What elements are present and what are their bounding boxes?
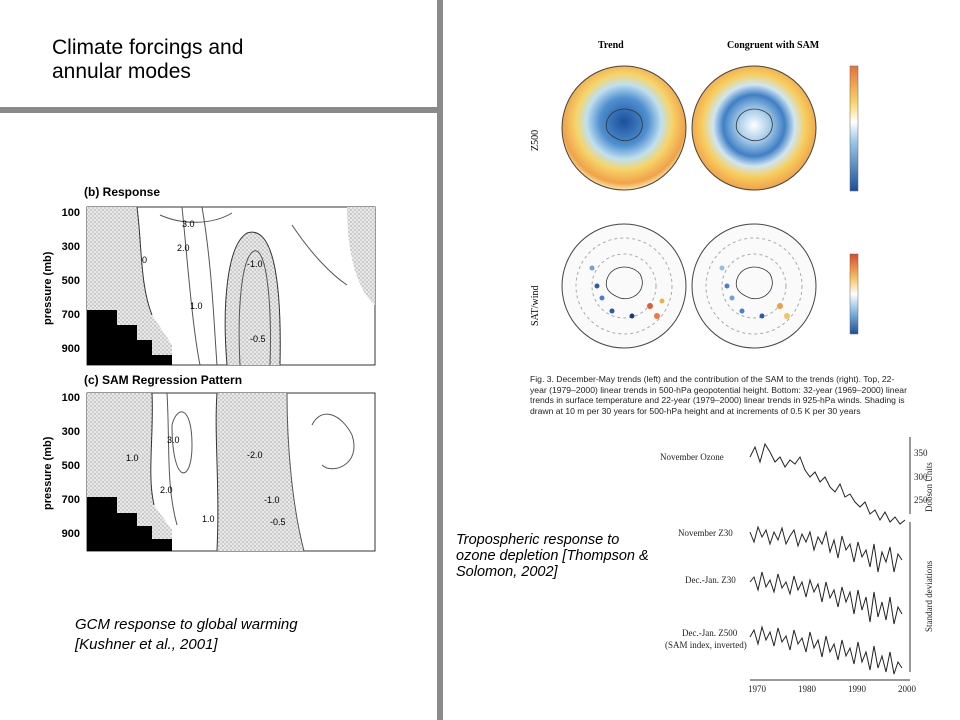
panel-c-label: (c) SAM Regression Pattern — [84, 373, 243, 387]
contour-c-1: 1.0 — [126, 453, 139, 463]
gcm-response-figure — [42, 185, 382, 560]
ytick-c-900: 900 — [61, 528, 80, 540]
ylabel-c: pressure (mb) — [42, 436, 54, 510]
ts-label-ozone: November Ozone — [660, 452, 724, 462]
timeseries-plot — [640, 432, 940, 692]
contour-c-8: 1.0 — [202, 514, 215, 524]
contour-b-0: 3.0 — [182, 219, 195, 229]
title-line-1: Climate forcings and — [52, 36, 244, 59]
contour-c-7: -0.5 — [270, 517, 286, 527]
row-label-z500: Z500 — [530, 129, 541, 151]
ytick-b-500: 500 — [61, 275, 80, 287]
ts-label-dj-z30: Dec.-Jan. Z30 — [685, 575, 736, 585]
ytick-b-700: 700 — [61, 309, 80, 321]
contour-b-2: 0 — [142, 255, 148, 265]
polar-trend-figure — [522, 36, 907, 421]
ylabel-b: pressure (mb) — [42, 251, 54, 325]
ts-label-sam: (SAM index, inverted) — [665, 640, 747, 650]
contour-c-3: 2.0 — [160, 485, 173, 495]
caption-left-line-1: GCM response to global warming — [75, 616, 298, 633]
horizontal-divider — [0, 107, 437, 113]
contour-b-3: 1.0 — [190, 301, 203, 311]
contour-c-2: 3.0 — [167, 435, 180, 445]
fig3-caption: Fig. 3. December-May trends (left) and the contribution of the SAM to the trends (right). Top, 22-year (1979–2000) linear trends in 500-hPa geopotential height. Bottom: 32-year (1969–2000) linear trends in surface temperature and 22-year (1979–2000) linear trends in 925-hPa winds. Shading is drawn at 10 m per 30 years for 500-hPa height and at increments of 0.5 K per 30 years — [530, 374, 907, 416]
caption-left-line-2: [Kushner et al., 2001] — [75, 636, 218, 653]
year-2000: 2000 — [898, 684, 916, 694]
caption-left — [75, 615, 405, 655]
panel-b-label: (b) Response — [84, 185, 161, 199]
contour-b-4: -1.0 — [247, 259, 263, 269]
ytick-b-100: 100 — [61, 207, 80, 219]
polar-maps — [522, 36, 907, 371]
ytick-b-900: 900 — [61, 343, 80, 355]
contour-c-5: -2.0 — [247, 450, 263, 460]
gcm-contour-plot — [42, 185, 382, 560]
du-tick-250: 250 — [914, 495, 928, 505]
du-tick-300: 300 — [914, 472, 928, 482]
vertical-divider — [437, 0, 443, 720]
contour-b-1: 2.0 — [177, 243, 190, 253]
row-label-satwind: SAT/wind — [530, 285, 541, 326]
year-1980: 1980 — [798, 684, 816, 694]
slide-title — [52, 36, 243, 84]
ytick-c-700: 700 — [61, 494, 80, 506]
year-1970: 1970 — [748, 684, 766, 694]
ytick-b-300: 300 — [61, 241, 80, 253]
col-title-trend: Trend — [598, 40, 624, 51]
std-dev-label: Standard deviations — [924, 560, 934, 632]
caption-right: Tropospheric response to ozone depletion [Thompson & Solomon, 2002] — [456, 532, 649, 580]
timeseries-figure — [640, 432, 940, 720]
year-1990: 1990 — [848, 684, 866, 694]
ts-label-dj-z500: Dec.-Jan. Z500 — [682, 628, 738, 638]
ytick-c-300: 300 — [61, 426, 80, 438]
ytick-c-500: 500 — [61, 460, 80, 472]
title-line-2: annular modes — [52, 60, 191, 83]
dobson-units-label: Dobson Units — [924, 462, 934, 512]
contour-c-6: -1.0 — [264, 495, 280, 505]
du-tick-350: 350 — [914, 448, 928, 458]
ts-label-nov-z30: November Z30 — [678, 528, 733, 538]
col-title-congruent: Congruent with SAM — [727, 40, 820, 51]
ytick-c-100: 100 — [61, 392, 80, 404]
contour-b-5: -0.5 — [250, 334, 266, 344]
